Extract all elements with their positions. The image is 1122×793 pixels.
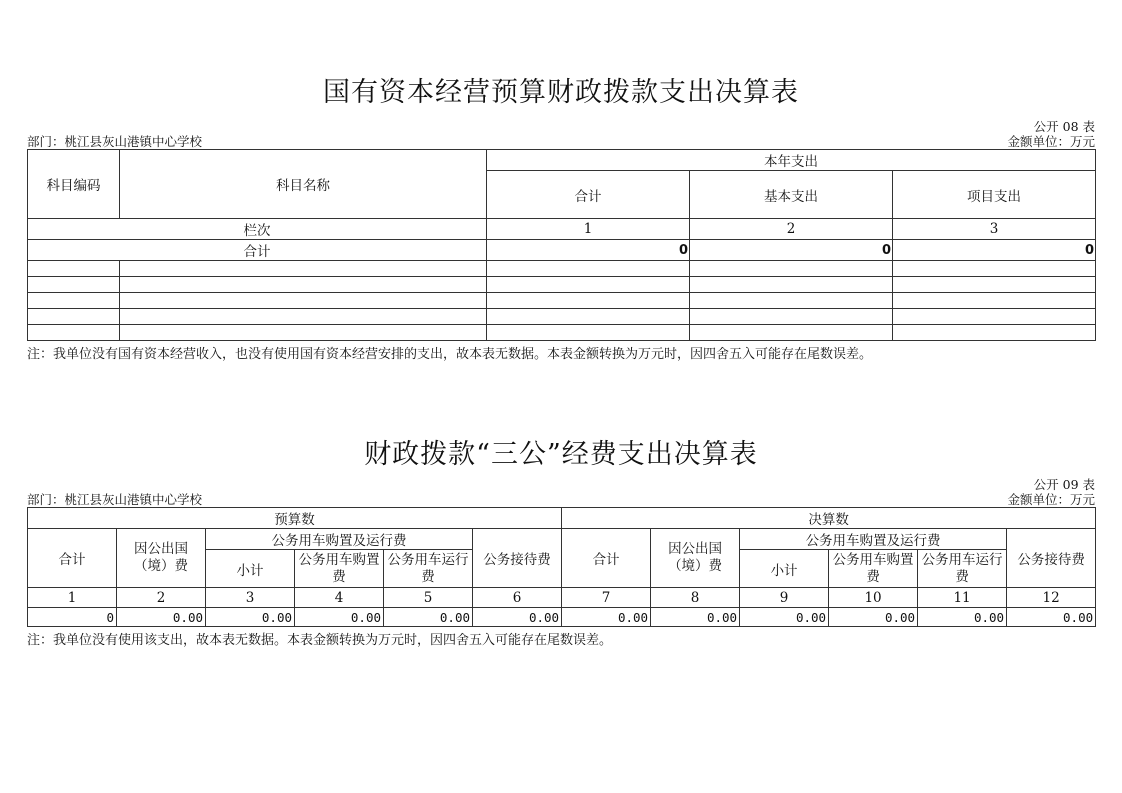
value-cell: 0.00 <box>562 608 651 627</box>
table-08-unit: 金额单位：万元 <box>1007 134 1095 149</box>
total-value: 0 <box>690 240 893 261</box>
header-vehicle-purchase: 公务用车购置费 <box>295 550 384 588</box>
header-total: 合计 <box>28 529 117 588</box>
header-abroad-fee: 因公出国（境）费 <box>651 529 740 588</box>
header-vehicle-fee: 公务用车购置及运行费 <box>206 529 473 550</box>
index-cell: 2 <box>117 588 206 608</box>
index-cell: 5 <box>384 588 473 608</box>
table-row <box>28 293 1096 309</box>
table-09-section <box>27 432 1095 648</box>
table-row-index <box>28 588 1096 608</box>
value-cell: 0.00 <box>295 608 384 627</box>
table-09-meta <box>27 475 1095 507</box>
table-row-index <box>28 219 1096 240</box>
header-project-expense: 项目支出 <box>893 171 1096 219</box>
value-cell: 0.00 <box>829 608 918 627</box>
value-cell: 0.00 <box>384 608 473 627</box>
table-09-unit: 金额单位：万元 <box>1007 492 1095 507</box>
value-cell: 0.00 <box>740 608 829 627</box>
index-cell: 11 <box>918 588 1007 608</box>
header-vehicle-purchase: 公务用车购置费 <box>829 550 918 588</box>
index-cell: 1 <box>28 588 117 608</box>
index-cell: 1 <box>487 219 690 240</box>
table-row <box>28 325 1096 341</box>
header-final: 决算数 <box>562 508 1096 529</box>
header-reception-fee: 公务接待费 <box>473 529 562 588</box>
table-row <box>28 277 1096 293</box>
total-label: 合计 <box>28 240 487 261</box>
table-08-code: 公开 08 表 <box>1033 119 1095 134</box>
value-cell: 0.00 <box>473 608 562 627</box>
header-subject-code: 科目编码 <box>28 150 120 219</box>
header-total: 合计 <box>487 171 690 219</box>
header-budget: 预算数 <box>28 508 562 529</box>
index-cell: 3 <box>206 588 295 608</box>
table-08-note: 注：我单位没有国有资本经营收入，也没有使用国有资本经营安排的支出，故本表无数据。本表金额转换为万元时，因四舍五入可能存在尾数误差。 <box>27 347 873 362</box>
header-subtotal: 小计 <box>206 550 295 588</box>
table-08-title: 国有资本经营预算财政拨款支出决算表 <box>323 77 799 108</box>
table-09-dept: 部门：桃江县灰山港镇中心学校 <box>27 492 203 507</box>
header-vehicle-operation: 公务用车运行费 <box>918 550 1007 588</box>
index-cell: 9 <box>740 588 829 608</box>
table-08 <box>27 149 1096 341</box>
table-09 <box>27 507 1096 627</box>
header-vehicle-fee: 公务用车购置及运行费 <box>740 529 1007 550</box>
value-cell: 0.00 <box>206 608 295 627</box>
header-total: 合计 <box>562 529 651 588</box>
total-value: 0 <box>487 240 690 261</box>
index-cell: 10 <box>829 588 918 608</box>
value-cell: 0 <box>28 608 117 627</box>
index-cell: 12 <box>1007 588 1096 608</box>
header-basic-expense: 基本支出 <box>690 171 893 219</box>
table-09-title: 财政拨款“三公”经费支出决算表 <box>364 439 758 470</box>
header-vehicle-operation: 公务用车运行费 <box>384 550 473 588</box>
index-label: 栏次 <box>28 219 487 240</box>
index-cell: 7 <box>562 588 651 608</box>
index-cell: 4 <box>295 588 384 608</box>
value-cell: 0.00 <box>918 608 1007 627</box>
header-current-year-expense: 本年支出 <box>487 150 1096 171</box>
table-09-code: 公开 09 表 <box>1033 477 1095 492</box>
index-cell: 2 <box>690 219 893 240</box>
table-08-section <box>27 70 1095 362</box>
total-value: 0 <box>893 240 1096 261</box>
index-cell: 3 <box>893 219 1096 240</box>
table-row <box>28 309 1096 325</box>
header-abroad-fee: 因公出国（境）费 <box>117 529 206 588</box>
index-cell: 8 <box>651 588 740 608</box>
header-reception-fee: 公务接待费 <box>1007 529 1096 588</box>
value-cell: 0.00 <box>117 608 206 627</box>
table-09-note: 注：我单位没有使用该支出，故本表无数据。本表金额转换为万元时，因四舍五入可能存在尾数误差。 <box>27 633 613 648</box>
table-row-total <box>28 240 1096 261</box>
header-subject-name: 科目名称 <box>120 150 487 219</box>
table-08-meta <box>27 117 1095 149</box>
table-row-values <box>28 608 1096 627</box>
table-08-dept: 部门：桃江县灰山港镇中心学校 <box>27 134 203 149</box>
table-row <box>28 261 1096 277</box>
value-cell: 0.00 <box>1007 608 1096 627</box>
value-cell: 0.00 <box>651 608 740 627</box>
index-cell: 6 <box>473 588 562 608</box>
header-subtotal: 小计 <box>740 550 829 588</box>
